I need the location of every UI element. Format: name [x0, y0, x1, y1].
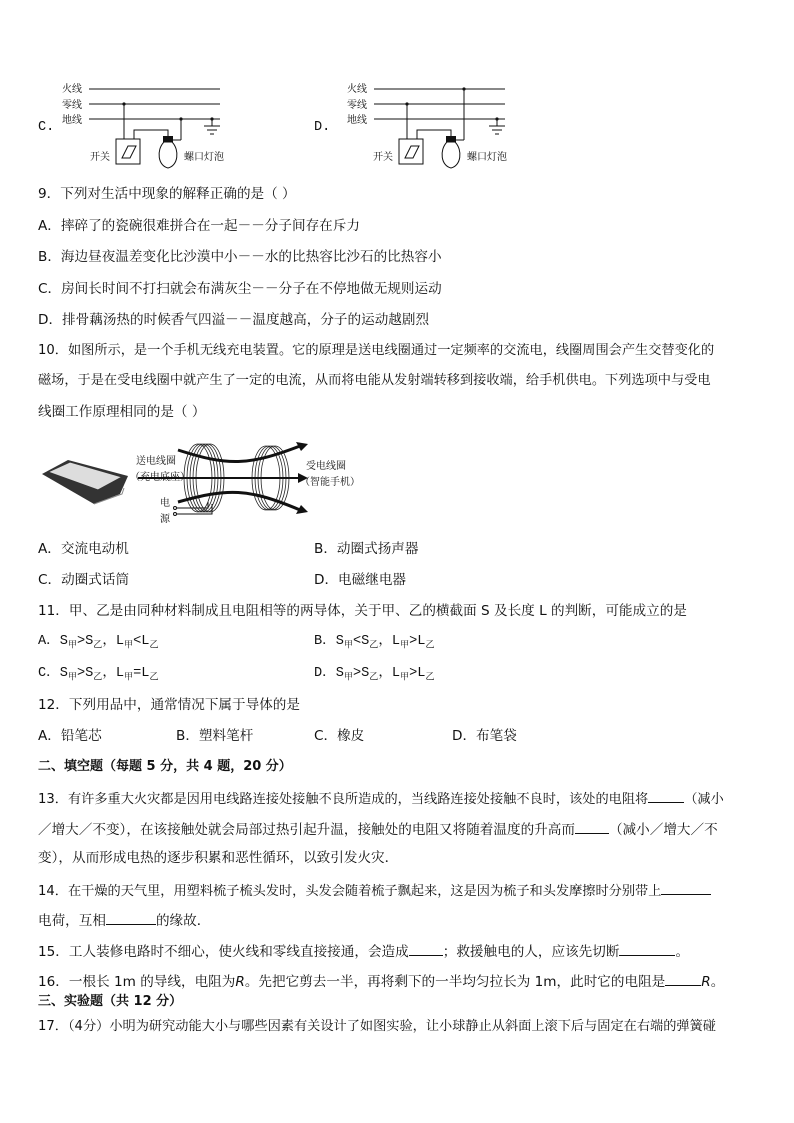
- q10-option-d: D．电磁继电器: [314, 572, 407, 588]
- q15-blank-1[interactable]: [409, 941, 443, 956]
- live-wire-label: 火线: [62, 84, 82, 95]
- section-2-heading: 二、填空题（每题 5 分，共 4 题，20 分）: [38, 759, 292, 774]
- q12-stem: 12．下列用品中，通常情况下属于导体的是: [38, 697, 300, 713]
- q13-blank-2[interactable]: [575, 819, 609, 834]
- q10-stem-line-3: 线圈工作原理相同的是（ ）: [38, 404, 206, 420]
- send-coil-sublabel: （充电底座）: [130, 472, 190, 483]
- q11-stem: 11．甲、乙是由同种材料制成且电阻相等的两导体，关于甲、乙的横截面 S 及长度 L 的判断，可能成立的是: [38, 603, 687, 619]
- q14-blank-2[interactable]: [106, 910, 156, 925]
- q11-option-a: A．$S_甲>S_乙$，$L_甲<L_乙$: [38, 634, 159, 651]
- receive-coil-sublabel: （智能手机）: [300, 477, 360, 488]
- q11-option-c: C．$S_甲>S_乙$，$L_甲=L_乙$: [38, 666, 159, 683]
- q9-option-b: B．海边昼夜温差变化比沙漠中小－－水的比热容比沙石的比热容小: [38, 249, 442, 265]
- power-source-label-1: 电: [160, 498, 170, 509]
- switch-label: 开关: [373, 152, 393, 163]
- q9-option-d: D．排骨藕汤热的时候香气四溢－－温度越高，分子的运动越剧烈: [38, 312, 430, 328]
- q10-stem-line-2: 磁场，于是在受电线圈中就产生了一定的电流，从而将电能从发射端转移到接收端，给手机供电。下列选项中与受电: [38, 373, 711, 388]
- q12-option-c: C．橡皮: [314, 728, 365, 744]
- switch-label: 开关: [90, 152, 110, 163]
- phone-illustration: [42, 460, 128, 504]
- q12-option-b: B．塑料笔杆: [176, 728, 254, 744]
- power-source-label-2: 源: [160, 514, 170, 525]
- bulb-label: 螺口灯泡: [184, 152, 224, 163]
- ground-wire-label: 地线: [347, 115, 367, 126]
- q15-blank-2[interactable]: [619, 941, 675, 956]
- section-3-heading: 三、实验题（共 12 分）: [38, 994, 183, 1009]
- q13-line-1: 13．有许多重大火灾都是因用电线路连接处接触不良所造成的，当线路连接处接触不良时，该处的电阻将 （减小: [38, 788, 724, 809]
- ground-wire-label: 地线: [62, 115, 82, 126]
- q9-option-a: A．摔碎了的瓷碗很难拼合在一起－－分子间存在斥力: [38, 218, 360, 234]
- q14-line-2: 电荷，互相 的缘故．: [38, 910, 210, 930]
- q10-option-b: B．动圈式扬声器: [314, 541, 419, 557]
- neutral-wire-label: 零线: [62, 100, 82, 111]
- send-coil-label: 送电线圈: [136, 456, 176, 467]
- q10-option-c: C．动圈式话筒: [38, 572, 130, 588]
- q10-option-a: A．交流电动机: [38, 541, 129, 557]
- receive-coil-label: 受电线圈: [306, 461, 346, 472]
- q15: 15．工人装修电路时不细心，使火线和零线直接接通，会造成 ；救援触电的人，应该先切断 。: [38, 941, 689, 961]
- q14-blank-1[interactable]: [661, 880, 711, 895]
- q13-blank-1[interactable]: [648, 788, 684, 803]
- q12-option-d: D．布笔袋: [452, 728, 517, 744]
- neutral-wire-label: 零线: [347, 100, 367, 111]
- q16: 16．一根长 1m 的导线，电阻为R。先把它剪去一半，再将剩下的一半均匀拉长为 1m，此时它的电阻是 R。: [38, 971, 724, 991]
- q11-option-d: D．$S_甲>S_乙$，$L_甲>L_乙$: [314, 666, 435, 683]
- live-wire-label: 火线: [347, 84, 367, 95]
- bulb-label: 螺口灯泡: [467, 152, 507, 163]
- q9-option-c: C．房间长时间不打扫就会布满灰尘－－分子在不停地做无规则运动: [38, 281, 442, 297]
- q16-blank[interactable]: [665, 971, 701, 986]
- q11-option-b: B．$S_甲<S_乙$，$L_甲>L_乙$: [314, 634, 435, 651]
- q14-line-1: 14．在干燥的天气里，用塑料梳子梳头发时，头发会随着梳子飘起来，这是因为梳子和头发摩擦时分别带上: [38, 880, 711, 901]
- q13-line-2: ／增大／不变），在该接触处就会局部过热引起升温，接触处的电阻又将随着温度的升高而 （减小／增大／不: [38, 819, 718, 839]
- wireless-charging-figure: [38, 436, 368, 528]
- q9-stem: 9．下列对生活中现象的解释正确的是（ ）: [38, 186, 296, 202]
- q10-stem-line-1: 10．如图所示，是一个手机无线充电装置。它的原理是送电线圈通过一定频率的交流电，线圈周围会产生交替变化的: [38, 343, 715, 358]
- q17-line-1: 17．（4分）小明为研究动能大小与哪些因素有关设计了如图实验，让小球静止从斜面上滚下后与固定在右端的弹簧碰: [38, 1019, 716, 1034]
- q8-option-c-label: C.: [38, 120, 55, 135]
- q8-option-c-circuit-diagram: [60, 78, 230, 170]
- q8-option-d-circuit-diagram: [345, 78, 515, 170]
- q12-option-a: A．铅笔芯: [38, 728, 102, 744]
- q8-option-d-label: D.: [314, 120, 331, 135]
- q13-line-3: 变），从而形成电热的逐步积累和恶性循环，以致引发火灾．: [38, 850, 399, 866]
